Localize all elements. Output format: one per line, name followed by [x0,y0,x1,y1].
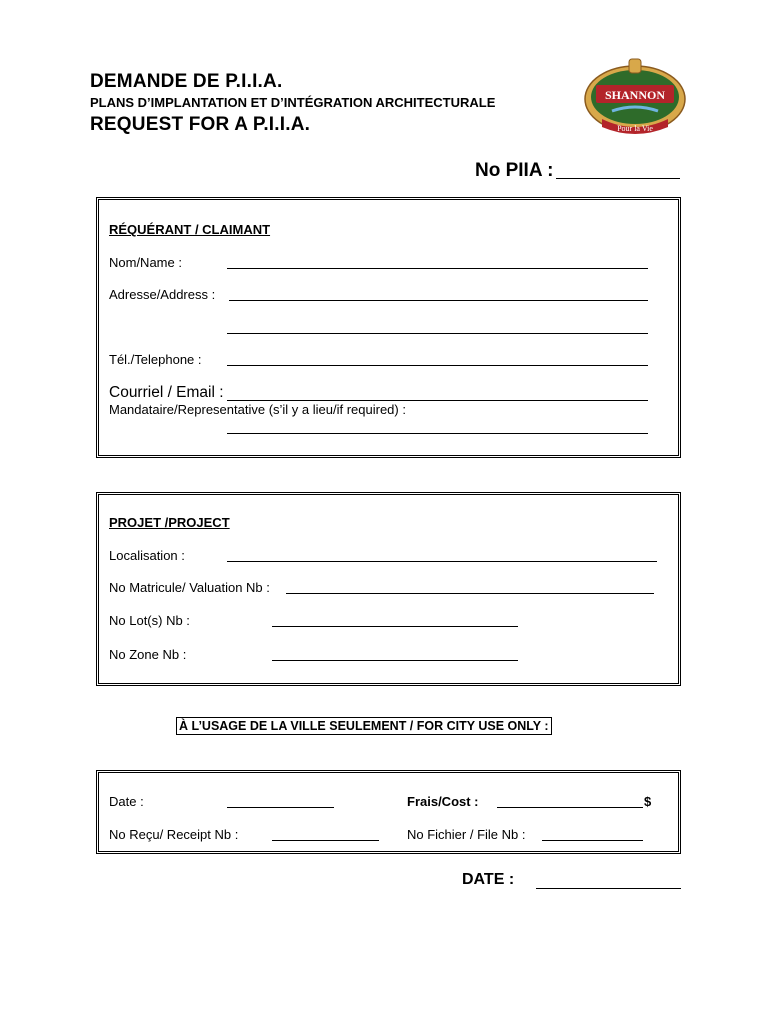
representative-field[interactable] [227,433,648,434]
shannon-logo [582,55,688,135]
matricule-label: No Matricule/ Valuation Nb : [109,580,270,595]
phone-field[interactable] [227,365,648,366]
fee-label: Frais/Cost : [407,794,479,809]
fee-currency: $ [644,794,652,809]
form-subtitle: PLANS D’IMPLANTATION ET D’INTÉGRATION ARCHITECTURALE [90,95,496,110]
final-date-field[interactable] [536,888,681,889]
form-title-en: REQUEST FOR A P.I.I.A. [90,114,311,135]
lots-label: No Lot(s) Nb : [109,613,190,628]
email-field[interactable] [227,400,648,401]
logo-text: SHANNON [604,88,666,102]
city-use-banner: À L’USAGE DE LA VILLE SEULEMENT / FOR CITY USE ONLY : [176,717,552,735]
zone-field[interactable] [272,660,518,661]
location-label: Localisation : [109,548,185,563]
address-field-line2[interactable] [227,333,648,334]
piia-number-label: No PIIA : [475,160,554,181]
file-number-label: No Fichier / File Nb : [407,827,526,842]
address-field[interactable] [229,300,648,301]
lots-field[interactable] [272,626,518,627]
final-date-label: DATE : [462,871,515,888]
file-number-field[interactable] [542,840,643,841]
location-field[interactable] [227,561,657,562]
form-title-fr: DEMANDE DE P.I.I.A. [90,71,283,92]
claimant-heading: RÉQUÉRANT / CLAIMANT [109,222,271,237]
matricule-field[interactable] [286,593,654,594]
name-field[interactable] [227,268,648,269]
email-label: Courriel / Email : [109,384,224,401]
project-heading: PROJET /PROJECT [109,515,230,530]
representative-label: Mandataire/Representative (s’il y a lieu/if required) : [109,402,406,417]
date-field[interactable] [227,807,334,808]
logo-motto: Pour la Vie [617,124,653,133]
fee-field[interactable] [497,807,643,808]
name-label: Nom/Name : [109,255,182,270]
piia-number-field[interactable] [556,178,680,179]
zone-label: No Zone Nb : [109,647,187,662]
receipt-field[interactable] [272,840,379,841]
date-label: Date : [109,794,144,809]
phone-label: Tél./Telephone : [109,352,202,367]
address-label: Adresse/Address : [109,287,216,302]
receipt-label: No Reçu/ Receipt Nb : [109,827,239,842]
